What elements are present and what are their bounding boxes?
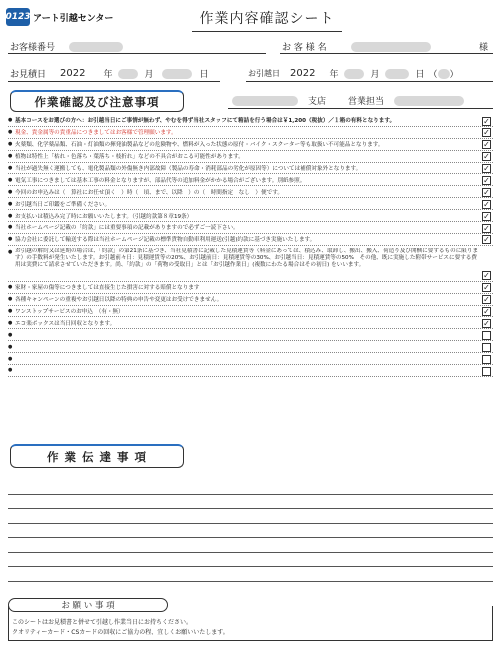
item-text: ● 各種キャンペーンの重複やお引越日以降の特典の申告や変更はお受けできません。 [15,297,223,304]
writing-line[interactable] [8,480,493,495]
document-title: 作業内容確認シート [192,8,342,32]
checkbox[interactable] [482,331,491,340]
checkbox[interactable]: ✓ [483,164,490,174]
logo-mark: 0123 [6,8,30,26]
checkbox[interactable]: ✓ [483,318,490,328]
checklist-item [8,115,493,127]
underline [246,81,493,82]
company-logo [6,8,113,26]
checklist-item [8,198,493,210]
communication-lines [8,480,493,582]
checklist-item-empty [8,341,493,353]
month-unit: 月 [144,70,154,80]
item-text: ● エコ楽ボックスは当日回収となります。 [15,320,116,327]
checkbox[interactable]: ✓ [483,152,490,162]
move-month-value [344,69,364,79]
checklist-item [8,186,493,198]
requests-title: お 願 い 事 項 [8,598,168,612]
move-day-value [385,69,409,79]
checklist-item [8,222,493,234]
weekday-close: ） [449,70,459,80]
writing-line[interactable] [8,553,493,568]
section-title-notes: 作業確認及び注意事項 [10,90,184,112]
move-date-label: お引越日 [248,69,280,78]
estimate-year: 2022 [60,68,86,79]
checkbox[interactable]: ✓ [483,211,490,221]
writing-line[interactable] [8,495,493,510]
checklist-item [8,306,493,318]
year-unit: 年 [329,70,339,80]
section-title-work-communication: 作 業 伝 達 事 項 [10,444,184,468]
sales-value [394,96,464,106]
checkbox[interactable]: ✓ [483,307,490,317]
branch-unit: 支店 [308,97,327,107]
item-text: ● 協力会社に委託して輸送する際は当社ホームページ記載の標準貨物自動車利用運送(引越)約款に基づき実施いたします。 [15,237,316,244]
underline [8,81,220,82]
item-text: ● 当社が過失無く運搬しても、電化製品類の外傷無き内部故障（製品の寿命・消耗部品の劣化が原因等）については補償対象外となります。 [15,166,362,172]
month-unit: 月 [370,70,380,80]
item-text: ● 火薬類、化学薬品類、石油・灯油類の揮発油製品などの危険物や、燃料が入った状態の原付・バイク・スクーター等も取扱い不可能品となります。 [15,142,384,149]
checkbox[interactable]: ✓ [483,283,490,293]
estimate-date-label: お見積日 [10,70,47,80]
request-line: クオリティーカード・CSカードの回収にご協力の程、宜しくお願いいたします。 [12,629,229,636]
move-date-field [248,67,459,80]
checklist-item [8,234,493,246]
move-year: 2022 [290,68,316,79]
checklist-item [8,139,493,151]
checklist-item [8,246,493,282]
checkbox[interactable]: ✓ [483,128,490,138]
estimate-date-field [10,67,209,80]
item-text: ● お支払いは積込み完了時にお願いいたします。（引越約款第８章19条） [15,213,193,220]
item-text: ● 現金、貴金属等の貴重品につきましてはお客様で管理願います。 [15,130,177,137]
customer-name-value [351,42,431,52]
day-unit: 日 [199,70,209,80]
item-text: ● お引越当日ご印鑑をご準備ください。 [15,201,111,208]
item-text: ● ワンストップサービスのお申込 （有・無） [15,309,124,316]
checkbox[interactable] [482,343,491,352]
checklist-item-empty [8,329,493,341]
day-unit: 日 [415,70,425,80]
checkbox[interactable]: ✓ [483,175,490,185]
checkbox[interactable]: ✓ [483,235,490,245]
customer-number-value [69,42,123,52]
checklist-item [8,210,493,222]
logo-text: アート引越センター [33,13,114,24]
writing-line[interactable] [8,567,493,582]
weekday-value [438,69,450,79]
sales-label: 営業担当 [348,97,385,107]
underline [280,53,493,54]
checklist-item [8,282,493,294]
branch-field [232,94,464,107]
checklist-item-empty [8,353,493,365]
checklist-item-empty [8,365,493,377]
checkbox[interactable] [482,355,491,364]
customer-name-field [282,40,431,53]
checkbox[interactable]: ✓ [483,140,490,150]
item-text: ● 電気工事につきましては基本工事の料金となりますが、部品代等の追加料金がかかる場合がございます。別紙参照。 [15,177,306,184]
checkbox[interactable] [482,367,491,376]
item-text: ● お引越の解約又は延期の場合は、「約款」の第21条に基づき、当社見積書に記載した見積運賃等（料金にあっては、積込み、取卸し、搬出、搬入、荷造り及び開梱に要するものに限ります）の手数料が発生いたします。お引越前々日：見積運賃等の20%、お引越前日：見積運賃等の30%、お引越当日：見積運賃等の50% その他、既に実施した附帯サービスに要する費用は実費にて請求させていただきます。尚、「約款」の「荷物の受取日」とは「お引越作業日」(複数にわたる場合はその初日) をいいます。 [15,247,479,269]
item-text: ● 当社ホームページ記載の「約款」には重要事項の記載がありますので必ずご一読下さい。 [15,225,239,232]
checklist-item [8,127,493,139]
checkbox[interactable]: ✓ [483,295,490,305]
writing-line[interactable] [8,538,493,553]
checklist-item [8,151,493,163]
notes-checklist [8,115,493,377]
underline [228,108,493,109]
checklist-item [8,317,493,329]
checkbox[interactable]: ✓ [483,116,490,126]
customer-number-label: お客様番号 [10,43,56,53]
item-text: ● 基本コースをお選びの方へ：お引越当日にご事情が無わず、やむを得ず当社スタッフにて箱詰を行う場合は￥1,200（税抜）／１箱の有料となります。 [15,118,396,125]
checklist-item [8,294,493,306]
checkbox[interactable]: ✓ [483,199,490,209]
year-unit: 年 [103,70,113,80]
honorific: 様 [479,43,489,53]
writing-line[interactable] [8,509,493,524]
item-text: ● 植物は特性上「枯れ・色落ち・葉落ち・枝折れ」などの不具合がおこる可能性があります。 [15,154,244,161]
item-text: ● 今回のお申込みは（ 算社にお任せ頂く ）時（ 頃、まで、以降 ）の（ 時間指定 なし ）便です。 [15,189,283,196]
checkbox[interactable]: ✓ [483,270,490,280]
branch-value [232,96,298,106]
writing-line[interactable] [8,524,493,539]
estimate-month-value [118,69,138,79]
checklist-item [8,174,493,186]
underline [8,53,266,54]
checkbox[interactable]: ✓ [483,223,490,233]
customer-number-field [10,40,123,53]
weekday-open: （ [428,70,438,80]
item-text: ● 家財・家屋の傷等につきましては直接生じた損害に対する賠償となります [15,285,200,292]
request-line: このシートはお見積書と併せて引越し作業当日にお持ちください。 [12,619,193,626]
estimate-day-value [162,69,192,79]
checklist-item [8,163,493,175]
customer-name-label: お 客 様 名 [282,43,327,53]
checkbox[interactable]: ✓ [483,187,490,197]
